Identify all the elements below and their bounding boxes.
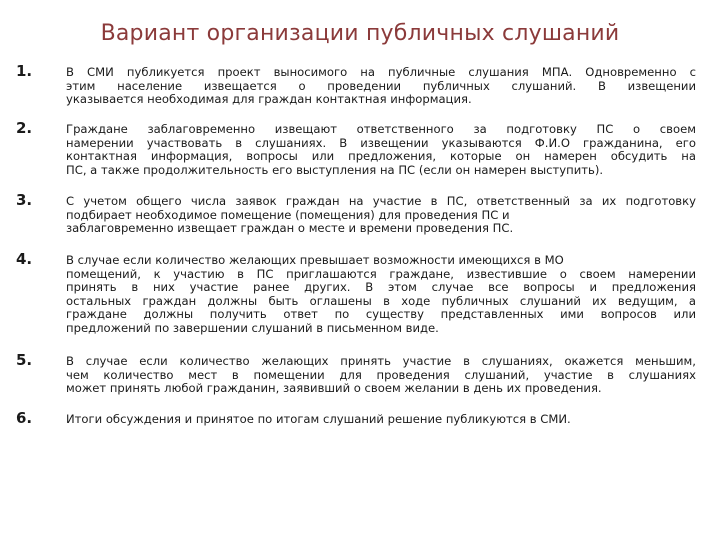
item-text-line: С учетом общего числа заявок граждан на участие в ПС, ответственный за их подготовку [66, 194, 696, 208]
item-text-line: намерении участвовать в слушаниях. В извещении указываются Ф.И.О гражданина, его [66, 135, 696, 150]
item-text [66, 413, 696, 427]
item-text-line: ПС, а также продолжительность его выступления на ПС (если он намерен выступить). [66, 162, 604, 177]
item-text-line: указывается необходимая для граждан контактная информация. [66, 92, 472, 107]
item-text-line: В СМИ публикуется проект выносимого на публичные слушания МПА. Одновременно с [66, 65, 696, 79]
item-text-line: чем количество мест в помещении для проведения слушаний, участие в слушаниях [66, 367, 696, 382]
item-text-line: Итоги обсуждения и принятое по итогам слушаний решение публикуются в СМИ. [66, 412, 571, 426]
item-text [66, 123, 696, 177]
item-text [66, 195, 696, 236]
item-number: 4. [16, 250, 33, 268]
item-text-line: помещений, к участию в ПС приглашаются граждане, известившие о своем намерении [66, 266, 696, 281]
item-text-line: контактная информация, вопросы или предложения, которые он намерен обсудить на [66, 149, 696, 164]
item-text [66, 66, 696, 107]
item-text-line: заблаговременно извещает граждан о месте и времени проведения ПС. [66, 221, 514, 236]
item-text [66, 254, 696, 336]
item-number: 6. [16, 409, 33, 427]
item-text-line: может принять любой гражданин, заявивший о своем желании в день их проведения. [66, 381, 602, 396]
item-text-line: В случае если количество желающих принять участие в слушаниях, окажется меньшим, [66, 354, 696, 368]
item-number: 3. [16, 191, 33, 209]
item-number: 2. [16, 119, 33, 137]
item-number: 5. [16, 351, 33, 369]
item-text-line: остальных граждан должны быть оглашены в ходе публичных слушаний их ведущим, а [66, 293, 696, 308]
item-text-line: граждане должны получить ответ по существу представленных ими вопросов или [66, 307, 696, 322]
item-number: 1. [16, 62, 33, 80]
item-text-line: подбирает необходимое помещение (помещения) для проведения ПС и [66, 207, 510, 222]
item-text-line: Граждане заблаговременно извещают ответственного за подготовку ПС о своем [66, 122, 696, 136]
item-text-line: этим население извещается о проведении публичных слушаний. В извещении [66, 78, 696, 93]
item-text-line: В случае если количество желающих превышает возможности имеющихся в МО [66, 253, 564, 267]
item-text [66, 355, 696, 396]
item-text-line: принять в них участие ранее других. В этом случае все вопросы и предложения [66, 280, 696, 295]
item-text-line: предложений по завершении слушаний в письменном виде. [66, 320, 439, 335]
page-title: Вариант организации публичных слушаний [100, 21, 620, 46]
